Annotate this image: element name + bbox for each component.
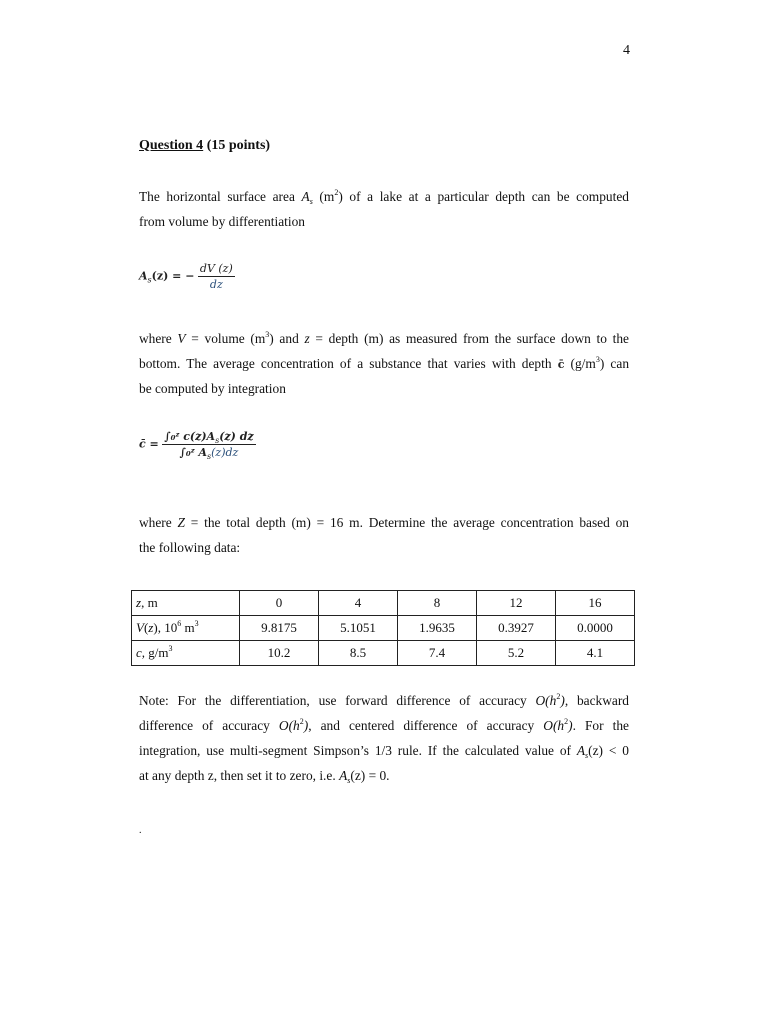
table-cell: 12 xyxy=(477,591,556,616)
definitions-line-1: where V = volume $(m^3)$ and z = depth (m) as measured from the surface down to the xyxy=(139,330,629,346)
table-cell: 0 xyxy=(240,591,319,616)
table-cell: 10.2 xyxy=(240,641,319,666)
depth-paragraph xyxy=(139,510,629,560)
definitions-paragraph xyxy=(139,326,629,401)
equation-average-concentration: c̄ = $\frac{\int_0ᶻ c(z)A_s(z) dz}{\int_0ᶻ A_s(z)dz}$ xyxy=(139,430,254,461)
table-cell: 4.1 xyxy=(556,641,635,666)
table-cell: 5.2 xyxy=(477,641,556,666)
depth-line-2: the following data: xyxy=(139,540,241,555)
table-cell: 8 xyxy=(398,591,477,616)
question-label: Question 4 xyxy=(139,138,204,153)
table-cell: 5.1051 xyxy=(319,616,398,641)
trailing-dot: . xyxy=(139,825,142,836)
equation-average-fraction: $\frac{\int_0ᶻ c(z)A_s(z) dz}{\int_0ᶻ A_s(z)dz}$ xyxy=(164,430,254,461)
note-line-3: integration, use multi-segment Simpson’s 1/3 rule. If the calculated value of $A_s(z) < 0$ xyxy=(139,743,629,760)
table-cell: 7.4 xyxy=(398,641,477,666)
table-row-volume xyxy=(132,616,635,641)
intro-line-2: from volume by differentiation xyxy=(139,214,305,229)
table-row-depth xyxy=(132,591,635,616)
equation-fraction: $\frac{dV (z)}{dz}$ xyxy=(199,262,233,291)
table-cell: 16 xyxy=(556,591,635,616)
page-number: 4 xyxy=(623,43,630,58)
note-line-1: Note: For the differentiation, use forward difference of accuracy $O(h^2)$, backward xyxy=(139,692,629,708)
note-line-2: difference of accuracy $O(h^2)$, and centered difference of accuracy $O(h^2)$. For the xyxy=(139,717,629,733)
data-table xyxy=(131,590,635,666)
intro-paragraph xyxy=(139,184,629,234)
table-row-concentration xyxy=(132,641,635,666)
definitions-line-3: be computed by integration xyxy=(139,381,286,396)
row-label-volume: V(z), $10^6$ $m^3$ xyxy=(132,616,240,641)
equation-surface-area: $A_s(z)$ = − $\frac{dV (z)}{dz}$ xyxy=(139,262,233,291)
row-label-concentration: c, $g/m^3$ xyxy=(132,641,240,666)
question-heading xyxy=(139,138,270,154)
row-label-depth: z, m xyxy=(132,591,240,616)
note-paragraph xyxy=(139,688,629,788)
table-cell: 0.3927 xyxy=(477,616,556,641)
table-cell: 1.9635 xyxy=(398,616,477,641)
definitions-line-2: bottom. The average concentration of a substance that varies with depth c̄ $(g/m^3)$ can xyxy=(139,355,630,371)
table-cell: 0.0000 xyxy=(556,616,635,641)
question-points: (15 points) xyxy=(206,138,271,153)
table-cell: 9.8175 xyxy=(240,616,319,641)
table-cell: 4 xyxy=(319,591,398,616)
intro-line-1: The horizontal surface area $A_s$ $(m^2)$ of a lake at a particular depth can be computed xyxy=(139,188,629,206)
note-line-4: at any depth z, then set it to zero, i.e. $A_s(z) = 0$. xyxy=(139,768,390,785)
table-cell: 8.5 xyxy=(319,641,398,666)
depth-line-1: where Z = the total depth (m) = 16 m. Determine the average concentration based on xyxy=(139,515,629,530)
